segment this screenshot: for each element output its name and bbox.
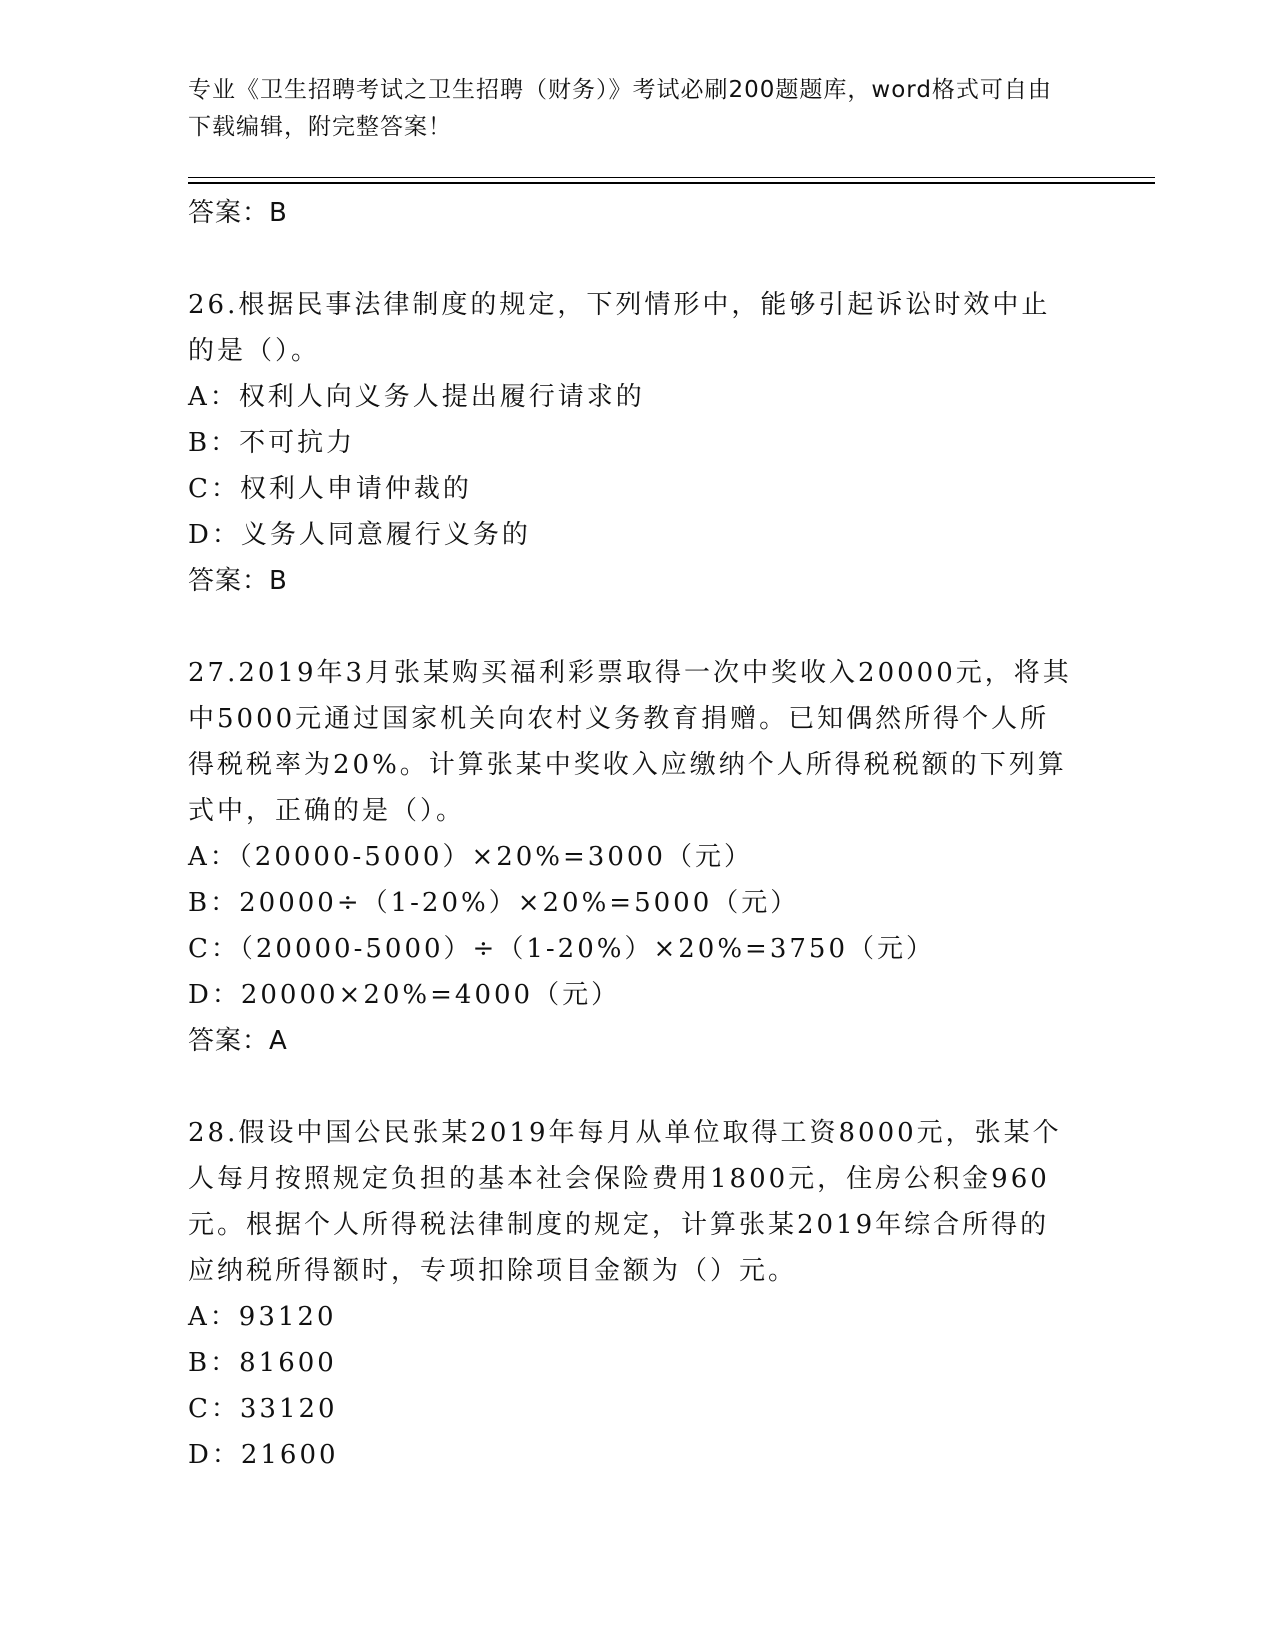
question-text: 28.假设中国公民张某2019年每月从单位取得工资8000元，张某个人每月按照规定负担的基本社会保险费用1800元，住房公积金960元。根据个人所得税法律制度的规定，计算张某2019年综合所得的应纳税所得额时，专项扣除项目金额为（）元。	[188, 1118, 1062, 1286]
question-26	[188, 282, 1078, 604]
header-rule-thick	[188, 182, 1155, 184]
option-a: A：权利人向义务人提出履行请求的	[188, 382, 645, 412]
answer-line: 答案：B	[188, 566, 288, 596]
answer-line: 答案：A	[188, 1026, 288, 1056]
question-text: 27.2019年3月张某购买福利彩票取得一次中奖收入20000元，将其中5000元通过国家机关向农村义务教育捐赠。已知偶然所得个人所得税税率为20%。计算张某中奖收入应缴纳个人所得税税额的下列算式中，正确的是（）。	[188, 658, 1072, 826]
option-c: C：33120	[188, 1394, 338, 1424]
question-28	[188, 1110, 1078, 1478]
question-text: 26.根据民事法律制度的规定，下列情形中，能够引起诉讼时效中止的是（）。	[188, 290, 1051, 366]
option-d: D：20000×20%=4000（元）	[188, 980, 621, 1010]
option-a: A：（20000-5000）×20%=3000（元）	[188, 842, 753, 872]
option-c: C：权利人申请仲裁的	[188, 474, 472, 504]
option-d: D：21600	[188, 1440, 339, 1470]
option-d: D：义务人同意履行义务的	[188, 520, 531, 550]
option-a: A：93120	[188, 1302, 337, 1332]
question-27	[188, 650, 1078, 1064]
option-c: C：（20000-5000）÷（1-20%）×20%=3750（元）	[188, 934, 935, 964]
option-b: B：不可抗力	[188, 428, 356, 458]
option-b: B：81600	[188, 1348, 337, 1378]
answer-line: 答案：B	[188, 198, 288, 228]
option-b: B：20000÷（1-20%）×20%=5000（元）	[188, 888, 800, 918]
question-list	[188, 190, 1078, 1478]
header-rule-thin	[188, 177, 1155, 178]
document-header: 专业《卫生招聘考试之卫生招聘（财务）》考试必刷200题题库，word格式可自由下载编辑，附完整答案！	[188, 77, 1052, 140]
